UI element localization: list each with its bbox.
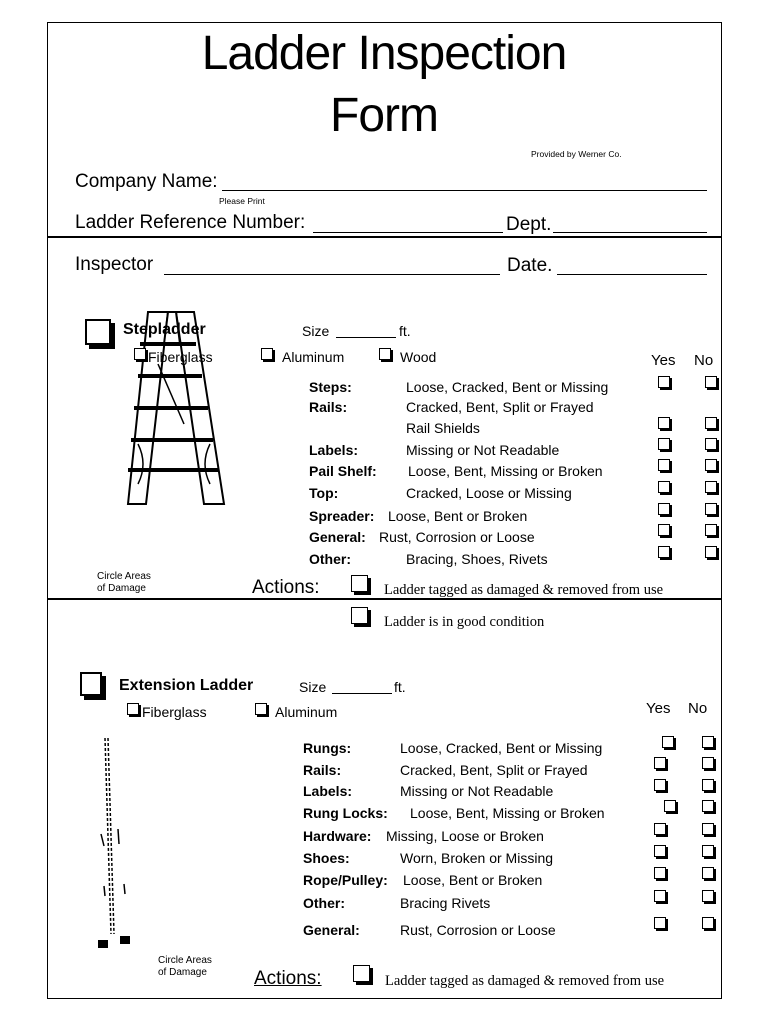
- step-item-label: Top:: [309, 485, 339, 501]
- step-item-label: Pail Shelf:: [309, 463, 377, 479]
- ext-item-desc: Missing, Loose or Broken: [386, 828, 544, 844]
- ext-no-header: No: [688, 700, 708, 717]
- form-title-line2: Form: [330, 89, 438, 142]
- dept-field[interactable]: [553, 232, 707, 233]
- ext-fiberglass-checkbox[interactable]: [127, 703, 139, 715]
- step-circle-areas: Circle Areas: [97, 571, 151, 582]
- fiberglass-checkbox[interactable]: [134, 348, 146, 360]
- ext-item-desc: Rust, Corrosion or Loose: [400, 922, 556, 938]
- step-size-field[interactable]: [336, 337, 396, 338]
- ext-item-desc: Bracing Rivets: [400, 895, 491, 911]
- step-item-label: General:: [309, 529, 366, 545]
- extension-checkbox[interactable]: [80, 672, 102, 696]
- ext-no-checkbox[interactable]: [702, 890, 714, 902]
- ext-yes-checkbox[interactable]: [654, 779, 666, 791]
- ext-no-checkbox[interactable]: [702, 800, 714, 812]
- step-no-checkbox[interactable]: [705, 459, 717, 471]
- ext-no-checkbox[interactable]: [702, 867, 714, 879]
- ext-no-checkbox[interactable]: [702, 845, 714, 857]
- ext-item-label: Rung Locks:: [303, 805, 388, 821]
- step-of-damage: of Damage: [97, 583, 146, 594]
- step-item-desc: Loose, Bent or Broken: [388, 508, 528, 524]
- step-no-checkbox[interactable]: [705, 546, 717, 558]
- ext-yes-checkbox[interactable]: [654, 867, 666, 879]
- aluminum-checkbox[interactable]: [261, 348, 273, 360]
- provided-by: Provided by Werner Co.: [531, 149, 622, 159]
- step-no-header: No: [694, 352, 714, 369]
- ext-yes-checkbox[interactable]: [654, 845, 666, 857]
- step-item-label: Labels:: [309, 442, 359, 458]
- ext-item-desc: Loose, Bent, Missing or Broken: [410, 805, 605, 821]
- ext-item-label: Labels:: [303, 783, 353, 799]
- ext-item-label: Rungs:: [303, 740, 352, 756]
- ladder-ref-field[interactable]: [313, 232, 503, 233]
- step-yes-checkbox[interactable]: [658, 376, 670, 388]
- ext-damaged-label: Ladder tagged as damaged & removed from use: [385, 973, 665, 989]
- stepladder-heading: Stepladder: [123, 321, 206, 338]
- step-item-label: Steps:: [309, 379, 352, 395]
- inspector-label: Inspector: [75, 254, 154, 275]
- date-field[interactable]: [557, 274, 707, 275]
- divider: [47, 236, 722, 238]
- step-good-condition-label: Ladder is in good condition: [384, 614, 545, 630]
- ext-aluminum-checkbox[interactable]: [255, 703, 267, 715]
- ext-item-desc: Cracked, Bent, Split or Frayed: [400, 762, 588, 778]
- ext-item-label: Rails:: [303, 762, 342, 778]
- step-no-checkbox[interactable]: [705, 438, 717, 450]
- step-item-desc: Loose, Bent, Missing or Broken: [408, 463, 603, 479]
- company-name-label: Company Name:: [75, 171, 218, 192]
- ext-item-label: General:: [303, 922, 360, 938]
- step-no-checkbox[interactable]: [705, 503, 717, 515]
- step-good-condition-checkbox[interactable]: [351, 607, 368, 624]
- step-size-label: Size: [302, 323, 330, 339]
- ext-item-label: Shoes:: [303, 850, 350, 866]
- step-item-label: Spreader:: [309, 508, 375, 524]
- company-name-field[interactable]: [222, 190, 707, 191]
- ext-actions-label: Actions:: [254, 968, 322, 989]
- date-label: Date.: [507, 255, 553, 276]
- ext-item-desc: Worn, Broken or Missing: [400, 850, 554, 866]
- ext-no-checkbox[interactable]: [702, 757, 714, 769]
- ext-damaged-checkbox[interactable]: [353, 965, 370, 982]
- ext-no-checkbox[interactable]: [702, 823, 714, 835]
- step-no-checkbox[interactable]: [705, 481, 717, 493]
- step-no-checkbox[interactable]: [705, 376, 717, 388]
- step-yes-checkbox[interactable]: [658, 459, 670, 471]
- step-yes-checkbox[interactable]: [658, 546, 670, 558]
- ext-yes-checkbox[interactable]: [654, 823, 666, 835]
- step-yes-header: Yes: [651, 352, 676, 369]
- ext-yes-checkbox[interactable]: [654, 757, 666, 769]
- ext-yes-checkbox[interactable]: [654, 917, 666, 929]
- extension-ladder-illustration: [96, 734, 136, 956]
- step-yes-checkbox[interactable]: [658, 481, 670, 493]
- step-yes-checkbox[interactable]: [658, 417, 670, 429]
- step-no-checkbox[interactable]: [705, 524, 717, 536]
- ext-item-desc: Missing or Not Readable: [400, 783, 554, 799]
- step-size-unit: ft.: [399, 323, 411, 339]
- ext-yes-checkbox[interactable]: [662, 736, 674, 748]
- ext-yes-checkbox[interactable]: [654, 890, 666, 902]
- ext-item-desc: Loose, Bent or Broken: [403, 872, 543, 888]
- ext-circle-areas: Circle Areas: [158, 955, 212, 966]
- ext-no-checkbox[interactable]: [702, 779, 714, 791]
- step-item-label: Rails:: [309, 399, 348, 415]
- ext-no-checkbox[interactable]: [702, 917, 714, 929]
- ext-fiberglass-label: Fiberglass: [142, 704, 207, 720]
- ext-of-damage: of Damage: [158, 967, 207, 978]
- wood-label: Wood: [400, 349, 437, 365]
- step-damaged-label: Ladder tagged as damaged & removed from use: [384, 582, 664, 598]
- form-title-line1: Ladder Inspection: [201, 27, 567, 80]
- step-yes-checkbox[interactable]: [658, 524, 670, 536]
- inspector-field[interactable]: [164, 274, 500, 275]
- step-item-desc: Rail Shields: [406, 420, 480, 436]
- step-yes-checkbox[interactable]: [658, 438, 670, 450]
- step-yes-checkbox[interactable]: [658, 503, 670, 515]
- aluminum-label: Aluminum: [282, 349, 345, 365]
- ext-no-checkbox[interactable]: [702, 736, 714, 748]
- fiberglass-label: Fiberglass: [148, 349, 213, 365]
- please-print-hint: Please Print: [219, 196, 265, 206]
- step-actions-label: Actions:: [252, 577, 320, 598]
- step-item-desc: Bracing, Shoes, Rivets: [406, 551, 548, 567]
- ext-size-field[interactable]: [332, 693, 392, 694]
- dept-label: Dept.: [506, 214, 552, 235]
- step-item-label: Other:: [309, 551, 351, 567]
- extension-heading: Extension Ladder: [119, 677, 254, 694]
- wood-checkbox[interactable]: [379, 348, 391, 360]
- ladder-ref-label: Ladder Reference Number:: [75, 212, 306, 233]
- step-item-desc: Loose, Cracked, Bent or Missing: [406, 379, 609, 395]
- step-item-desc: Rust, Corrosion or Loose: [379, 529, 535, 545]
- ext-size-label: Size: [299, 679, 327, 695]
- ext-aluminum-label: Aluminum: [275, 704, 338, 720]
- step-no-checkbox[interactable]: [705, 417, 717, 429]
- ext-item-label: Hardware:: [303, 828, 372, 844]
- step-item-desc: Missing or Not Readable: [406, 442, 560, 458]
- step-item-desc: Cracked, Loose or Missing: [406, 485, 572, 501]
- ext-yes-header: Yes: [646, 700, 671, 717]
- ext-yes-checkbox[interactable]: [664, 800, 676, 812]
- ext-size-unit: ft.: [394, 679, 406, 695]
- ext-item-label: Rope/Pulley:: [303, 872, 388, 888]
- step-damaged-checkbox[interactable]: [351, 575, 368, 592]
- ext-item-label: Other:: [303, 895, 345, 911]
- step-item-desc: Cracked, Bent, Split or Frayed: [406, 399, 594, 415]
- stepladder-checkbox[interactable]: [85, 319, 111, 345]
- ext-item-desc: Loose, Cracked, Bent or Missing: [400, 740, 603, 756]
